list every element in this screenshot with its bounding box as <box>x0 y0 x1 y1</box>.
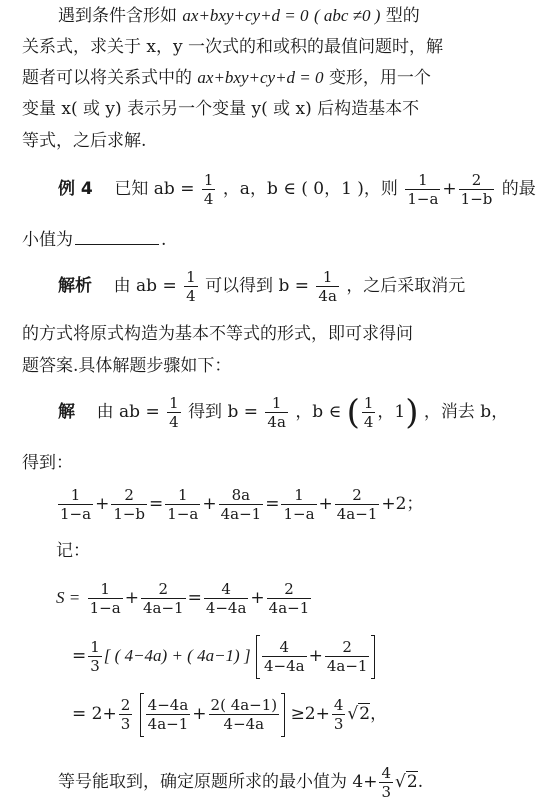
note-label: 记： <box>56 541 90 561</box>
example-line2: 小值为 . <box>22 230 167 250</box>
text: 可以得到 b = <box>205 276 309 296</box>
fraction: $\frac{1}{4a}$ <box>267 394 286 431</box>
equation-s1: S = $\frac{1}{1-a}$ + $\frac{2}{4a-1}$ = $\frac{4}{4-4a}$ + $\frac{2}{4a-1}$ <box>56 580 310 617</box>
answer-blank <box>75 230 159 245</box>
text: ，消去 b， <box>423 402 509 422</box>
math-cond: ( abc ≠0 ) <box>313 6 381 25</box>
text: 由 ab = <box>96 402 160 422</box>
text: ，b ∈ <box>295 402 342 422</box>
text: ，之后采取消元 <box>346 276 466 296</box>
fraction: $\frac{2}{1-b}$ <box>460 171 493 208</box>
solution-line1: 解 由 ab = $\frac{1}{4}$ 得到 b = $\frac{1}{4a}$ ，b ∈ ( $\frac{1}{4}$ ，1) ，消去 b， <box>58 392 509 433</box>
example-label: 例 4 <box>58 179 93 199</box>
solution-line2: 得到： <box>22 453 73 473</box>
solution-label: 解 <box>58 402 75 422</box>
para1-line3 <box>22 67 431 89</box>
fraction: $\frac{1}{4}$ <box>169 394 179 431</box>
equation-s2: = $\frac{1}{3}$ [ ( 4−4a) + ( 4a−1) ] $\frac{4}{4-4a}$ + $\frac{2}{4a-1}$ <box>72 630 375 682</box>
text: 由 ab = <box>113 276 177 296</box>
fraction: $\frac{1}{4}$ <box>363 394 374 431</box>
para1-line4: 变量 x( 或 y) 表示另一个变量 y( 或 x) 后构造基本不 <box>22 99 420 119</box>
fraction: $\frac{1}{4a}$ <box>318 268 337 305</box>
equation-1: $\frac{1}{1-a}$ + $\frac{2}{1-b}$ = $\frac{1}{1-a}$ + $\frac{8a}{4a-1}$ = $\frac{1}{1-a}$ + $\frac{2}{4a-1}$ +2； <box>60 486 424 523</box>
para1-line1 <box>58 5 420 27</box>
para1-line2: 关系式，求关于 x，y 一次式的和或积的最值问题时，解 <box>22 37 443 57</box>
example-line1: 例 4 已知 ab = $\frac{1}{4}$ ，a，b ∈ ( 0，1 )，则 $\frac{1}{1-a}$ + $\frac{2}{1-b}$ 的最 <box>58 171 536 208</box>
math-expr: ax+bxy+cy+d = 0 <box>182 6 309 25</box>
analysis-line1 <box>58 265 465 307</box>
analysis-line2: 的方式将原式构造为基本不等式的形式，即可求得问 <box>22 324 413 344</box>
text: 型的 <box>385 6 420 26</box>
text: 遇到条件含形如 <box>58 6 177 26</box>
fraction: $\frac{1}{4}$ <box>203 171 214 208</box>
para1-line5: 等式，之后求解. <box>22 131 147 151</box>
text: 题者可以将关系式中的 <box>22 68 192 88</box>
analysis-label: 解析 <box>58 276 92 296</box>
text: 的最 <box>501 179 536 199</box>
analysis-line3: 题答案.具体解题步骤如下： <box>22 356 232 376</box>
final-line: 等号能取到，确定原题所求的最小值为 4+ $\frac{4}{3}$ √2. <box>58 764 424 801</box>
fraction: $\frac{1}{1-a}$ <box>407 171 439 208</box>
fraction: $\frac{1}{4}$ <box>186 268 196 305</box>
text: 小值为 <box>22 230 73 250</box>
text: 得到 b = <box>188 402 258 422</box>
text: 已知 ab = <box>114 179 195 199</box>
text: ，a，b ∈ ( 0，1 )，则 <box>222 179 398 199</box>
equation-s3: = 2+ $\frac{2}{3}$ $\frac{4-4a}{4a-1}$ + $\frac{2( 4a-1)}{4-4a}$ ≥2+ $\frac{4}{3}$ √2， <box>72 688 387 740</box>
math-expr: ax+bxy+cy+d = 0 <box>197 68 324 87</box>
text: 变形，用一个 <box>328 68 431 88</box>
